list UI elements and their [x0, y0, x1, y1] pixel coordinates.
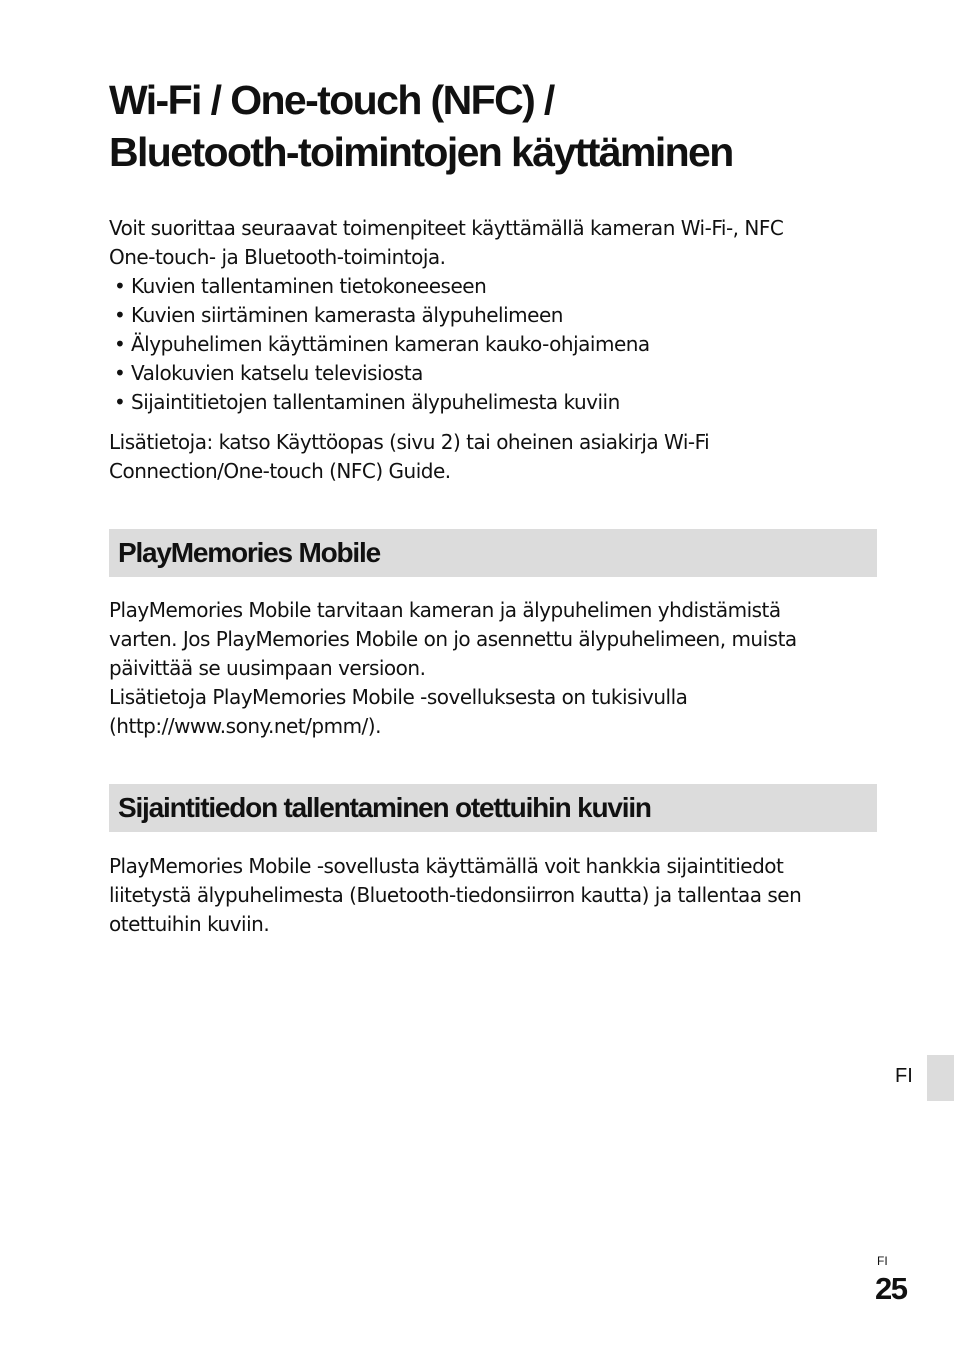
feature-list-item: • Valokuvien katselu televisiosta	[109, 359, 650, 388]
more-info-line-1: Lisätietoja: katso Käyttöopas (sivu 2) tai oheinen asiakirja Wi-Fi	[109, 430, 710, 454]
language-tab	[927, 1055, 954, 1101]
location-paragraph	[109, 852, 879, 939]
intro-paragraph	[109, 214, 879, 272]
paragraph-line: otettuihin kuviin.	[109, 912, 270, 936]
paragraph-line: Lisätietoja PlayMemories Mobile -sovelluksesta on tukisivulla	[109, 685, 688, 709]
language-label: FI	[895, 1065, 913, 1087]
page-title-line-2: Bluetooth-toimintojen käyttäminen	[109, 129, 733, 175]
page-language-code: FI	[877, 1254, 888, 1268]
feature-list-item: • Kuvien tallentaminen tietokoneeseen	[109, 272, 650, 301]
paragraph-line: liitetystä älypuhelimesta (Bluetooth-tiedonsiirron kautta) ja tallentaa sen	[109, 883, 802, 907]
feature-list-item: • Älypuhelimen käyttäminen kameran kauko-ohjaimena	[109, 330, 650, 359]
section-header-location	[109, 784, 877, 832]
paragraph-line: päivittää se uusimpaan versioon.	[109, 656, 426, 680]
section-heading: PlayMemories Mobile	[118, 537, 380, 568]
paragraph-line: varten. Jos PlayMemories Mobile on jo asennettu älypuhelimeen, muista	[109, 627, 797, 651]
more-info-paragraph	[109, 428, 879, 486]
feature-list	[109, 272, 650, 417]
page-number: 25	[875, 1271, 907, 1306]
playmemories-paragraph	[109, 596, 879, 741]
page-title	[109, 74, 889, 178]
feature-list-item: • Kuvien siirtäminen kamerasta älypuhelimeen	[109, 301, 650, 330]
intro-line-1: Voit suorittaa seuraavat toimenpiteet käyttämällä kameran Wi-Fi-, NFC	[109, 216, 784, 240]
paragraph-line: (http://www.sony.net/pmm/).	[109, 714, 381, 738]
feature-list-item: • Sijaintitietojen tallentaminen älypuhelimesta kuviin	[109, 388, 650, 417]
page-title-line-1: Wi-Fi / One-touch (NFC) /	[109, 77, 554, 123]
section-heading: Sijaintitiedon tallentaminen otettuihin kuviin	[118, 792, 651, 823]
paragraph-line: PlayMemories Mobile -sovellusta käyttämällä voit hankkia sijaintitiedot	[109, 854, 784, 878]
paragraph-line: PlayMemories Mobile tarvitaan kameran ja älypuhelimen yhdistämistä	[109, 598, 781, 622]
section-header-playmemories	[109, 529, 877, 577]
more-info-line-2: Connection/One-touch (NFC) Guide.	[109, 459, 451, 483]
intro-line-2: One-touch- ja Bluetooth-toimintoja.	[109, 245, 446, 269]
